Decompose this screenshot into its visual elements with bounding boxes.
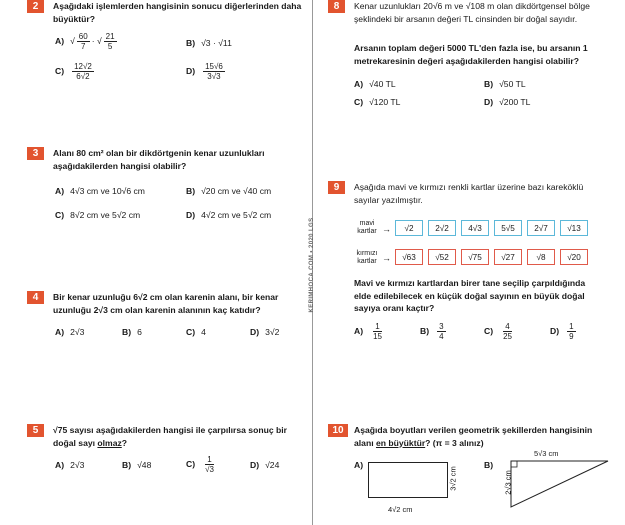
- q5-option-b[interactable]: B) √48: [122, 460, 152, 470]
- q4-option-a[interactable]: A) 2√3: [55, 327, 85, 337]
- q9-option-c[interactable]: C) $\frac{4}{25}$: [484, 322, 512, 341]
- blue-card: √13: [560, 220, 588, 236]
- blue-card: 5√5: [494, 220, 522, 236]
- question-9-number: 9: [328, 181, 345, 194]
- q2-option-c[interactable]: C) $\frac{12√2}{6√2}$: [55, 62, 92, 81]
- triangle-base-label: 5√3 cm: [534, 449, 559, 458]
- q4-option-d[interactable]: D) 3√2: [250, 327, 280, 337]
- question-8-question: Arsanın toplam değeri 5000 TL'den fazla ise, bu arsanın 1 metrekaresinin değeri aşağıdakilerden hangisi olabilir?: [354, 43, 588, 66]
- side-watermark: KERIMHOCA.COM • 2020 LGS: [309, 217, 315, 313]
- q2-option-d[interactable]: D) $\frac{15√6}{3√3}$: [186, 62, 223, 81]
- question-9-text: Aşağıda mavi ve kırmızı renkli kartlar üzerine bazı kareköklü sayılar yazılmıştır.: [354, 182, 584, 205]
- q2-option-a[interactable]: A) √ $\frac{60}{7}$ · √ $\frac{21}{5}$: [55, 32, 115, 51]
- question-8-number: 8: [328, 0, 345, 13]
- q4-option-c[interactable]: C) 4: [186, 327, 206, 337]
- q4-option-b[interactable]: B) 6: [122, 327, 142, 337]
- question-9-question: Mavi ve kırmızı kartlardan birer tane seçilip çarpıldığında elde edilebilecek en küçük doğal sayının en büyük doğal sayıya oranı kaçtır?: [354, 278, 586, 313]
- red-card: √75: [461, 249, 489, 265]
- q9-option-b[interactable]: B) $\frac{3}{4}$: [420, 322, 444, 341]
- q8-option-a[interactable]: A) √40 TL: [354, 79, 396, 89]
- q2-option-b[interactable]: B) √3 · √11: [186, 38, 232, 48]
- red-card: √27: [494, 249, 522, 265]
- q9-option-d[interactable]: D) $\frac{1}{9}$: [550, 322, 574, 341]
- red-cards-label: kırmızı kartlar: [356, 250, 378, 265]
- q5-option-a[interactable]: A) 2√3: [55, 460, 85, 470]
- right-triangle-shape: [510, 460, 610, 508]
- q3-option-b[interactable]: B) √20 cm ve √40 cm: [186, 186, 272, 196]
- red-card: √52: [428, 249, 456, 265]
- q5-option-d[interactable]: D) √24: [250, 460, 280, 470]
- question-2-number: 2: [27, 0, 44, 13]
- q8-option-b[interactable]: B) √50 TL: [484, 79, 526, 89]
- question-3-number: 3: [27, 147, 44, 160]
- triangle-height-label: 2√3 cm: [503, 470, 513, 495]
- rectangle-height-label: 3√2 cm: [448, 466, 458, 491]
- q8-option-c[interactable]: C) √120 TL: [354, 97, 401, 107]
- q5-option-c[interactable]: C) $\frac{1}{√3}$: [186, 455, 214, 474]
- red-card: √63: [395, 249, 423, 265]
- rectangle-width-label: 4√2 cm: [388, 505, 413, 514]
- question-8-text: Kenar uzunlukları 20√6 m ve √108 m olan dikdörtgensel bölge şeklindeki bir arsanın değeri TL cinsinden bir doğal sayıdır.: [354, 1, 590, 24]
- blue-card: 2√2: [428, 220, 456, 236]
- red-arrow-icon: →: [382, 253, 391, 263]
- blue-cards-label: mavi kartlar: [357, 220, 377, 235]
- question-4-number: 4: [27, 291, 44, 304]
- question-2-text: Aşağıdaki işlemlerden hangisinin sonucu diğerlerinden daha büyüktür?: [53, 1, 302, 24]
- blue-card: √2: [395, 220, 423, 236]
- red-card: √8: [527, 249, 555, 265]
- question-5-number: 5: [27, 424, 44, 437]
- rectangle-shape: [368, 462, 448, 498]
- question-4-text: Bir kenar uzunluğu 6√2 cm olan karenin alanı, bir kenar uzunluğu 2√3 cm olan karenin alanının kaç katıdır?: [53, 292, 279, 315]
- question-3-text: Alanı 80 cm² olan bir dikdörtgenin kenar uzunlukları aşağıdakilerden hangisi olabilir?: [53, 148, 265, 171]
- q10-option-a[interactable]: A): [354, 460, 364, 470]
- question-10-text: Aşağıda boyutları verilen geometrik şekillerden hangisinin alanı en büyüktür? (π = 3 alınız): [354, 425, 593, 448]
- blue-card: 2√7: [527, 220, 555, 236]
- q3-option-d[interactable]: D) 4√2 cm ve 5√2 cm: [186, 210, 272, 220]
- blue-card: 4√3: [461, 220, 489, 236]
- q8-option-d[interactable]: D) √200 TL: [484, 97, 531, 107]
- q9-option-a[interactable]: A) $\frac{1}{15}$: [354, 322, 382, 341]
- question-5-text: √75 sayısı aşağıdakilerden hangisi ile çarpılırsa sonuç bir doğal sayı olmaz?: [53, 425, 287, 448]
- question-10-number: 10: [328, 424, 348, 437]
- q10-option-b[interactable]: B): [484, 460, 494, 470]
- q3-option-c[interactable]: C) 8√2 cm ve 5√2 cm: [55, 210, 141, 220]
- q3-option-a[interactable]: A) 4√3 cm ve 10√6 cm: [55, 186, 145, 196]
- blue-arrow-icon: →: [382, 224, 391, 234]
- red-card: √20: [560, 249, 588, 265]
